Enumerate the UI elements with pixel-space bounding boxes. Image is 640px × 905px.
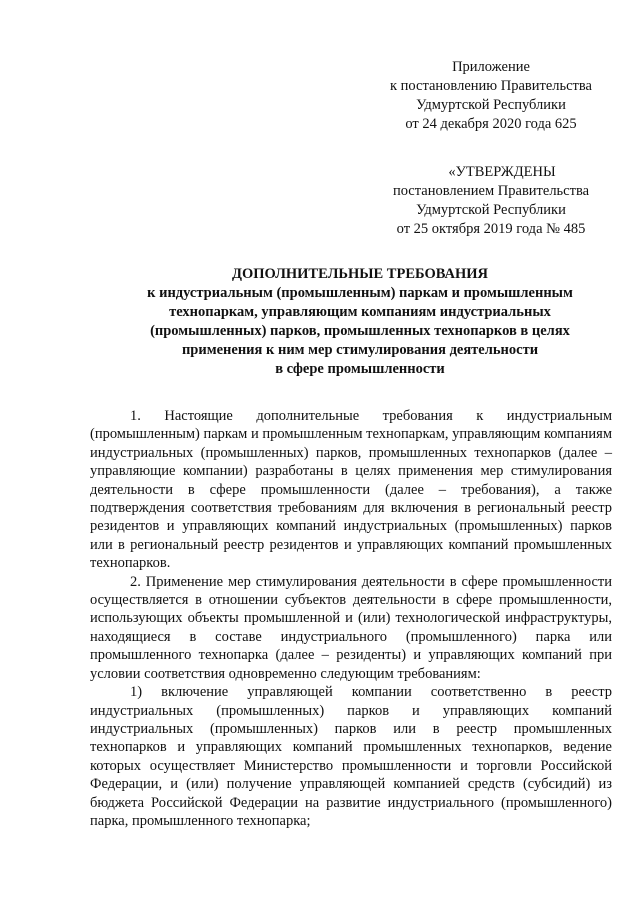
title-line-2: к индустриальным (промышленным) паркам и промышленным xyxy=(147,285,573,301)
appendix-line-2: к постановлению Правительства xyxy=(390,78,592,94)
appendix-line-4: от 24 декабря 2020 года 625 xyxy=(405,116,577,132)
approval-stamp-text xyxy=(380,163,602,239)
approved-line-2: постановлением Правительства xyxy=(392,183,590,199)
appendix-line-1: Приложение xyxy=(452,59,530,75)
title-line-6: в сфере промышленности xyxy=(275,361,445,377)
document-body xyxy=(90,407,612,830)
document-title xyxy=(90,265,630,379)
title-line-1: ДОПОЛНИТЕЛЬНЫЕ ТРЕБОВАНИЯ xyxy=(231,266,489,282)
approved-line-4: от 25 октября 2019 года № 485 xyxy=(396,221,586,237)
title-line-4: (промышленных) парков, промышленных технопарков в целях xyxy=(150,323,570,339)
appendix-line-3: Удмуртской Республики xyxy=(416,97,566,113)
paragraph-2-item-1: 1) включение управляющей компании соответственно в реестр индустриальных (промышленных) парков и управляющих компаний индустриальных (промышленных) парков или в реестр промышленных технопарков и управляющих компаний промышленных технопарков, ведение которых осуществляет Министерство промышленности и торговли Российской Федерации, и (или) получение управляющей компанией средств (субсидий) из бюджета Российской Федерации на развитие индустриального (промышленного) парка, промышленного технопарка; xyxy=(90,684,612,829)
title-line-3: технопаркам, управляющим компаниям индустриальных xyxy=(169,304,551,320)
paragraph-2: 2. Применение мер стимулирования деятельности в сфере промышленности осуществляется в отношении субъектов деятельности в сфере промышленности, использующих объекты промышленной и (или) технологической инфраструктуры, находящиеся в составе индустриального (промышленного) парка или промышленного технопарка (далее – резиденты) и управляющих компаний при условии соответствия одновременно следующим требованиям: xyxy=(90,573,612,682)
paragraph-1: 1. Настоящие дополнительные требования к индустриальным (промышленным) паркам и промышленным технопаркам, управляющим компаниям индустриальных (промышленных) парков, промышленных технопарков (далее – управляющие компании) разработаны в целях применения мер стимулирования деятельности в сфере промышленности (далее – требования), а также подтверждения соответствия требованиям для включения в региональный реестр резидентов и управляющих компаний индустриальных (промышленных) парков или в региональный реестр резидентов и управляющих компаний промышленных технопарков. xyxy=(90,408,612,572)
appendix-header xyxy=(380,58,602,134)
approved-line-3: Удмуртской Республики xyxy=(416,202,566,218)
approved-line-1: «УТВЕРЖДЕНЫ xyxy=(448,164,556,180)
title-line-5: применения к ним мер стимулирования деятельности xyxy=(181,342,539,358)
